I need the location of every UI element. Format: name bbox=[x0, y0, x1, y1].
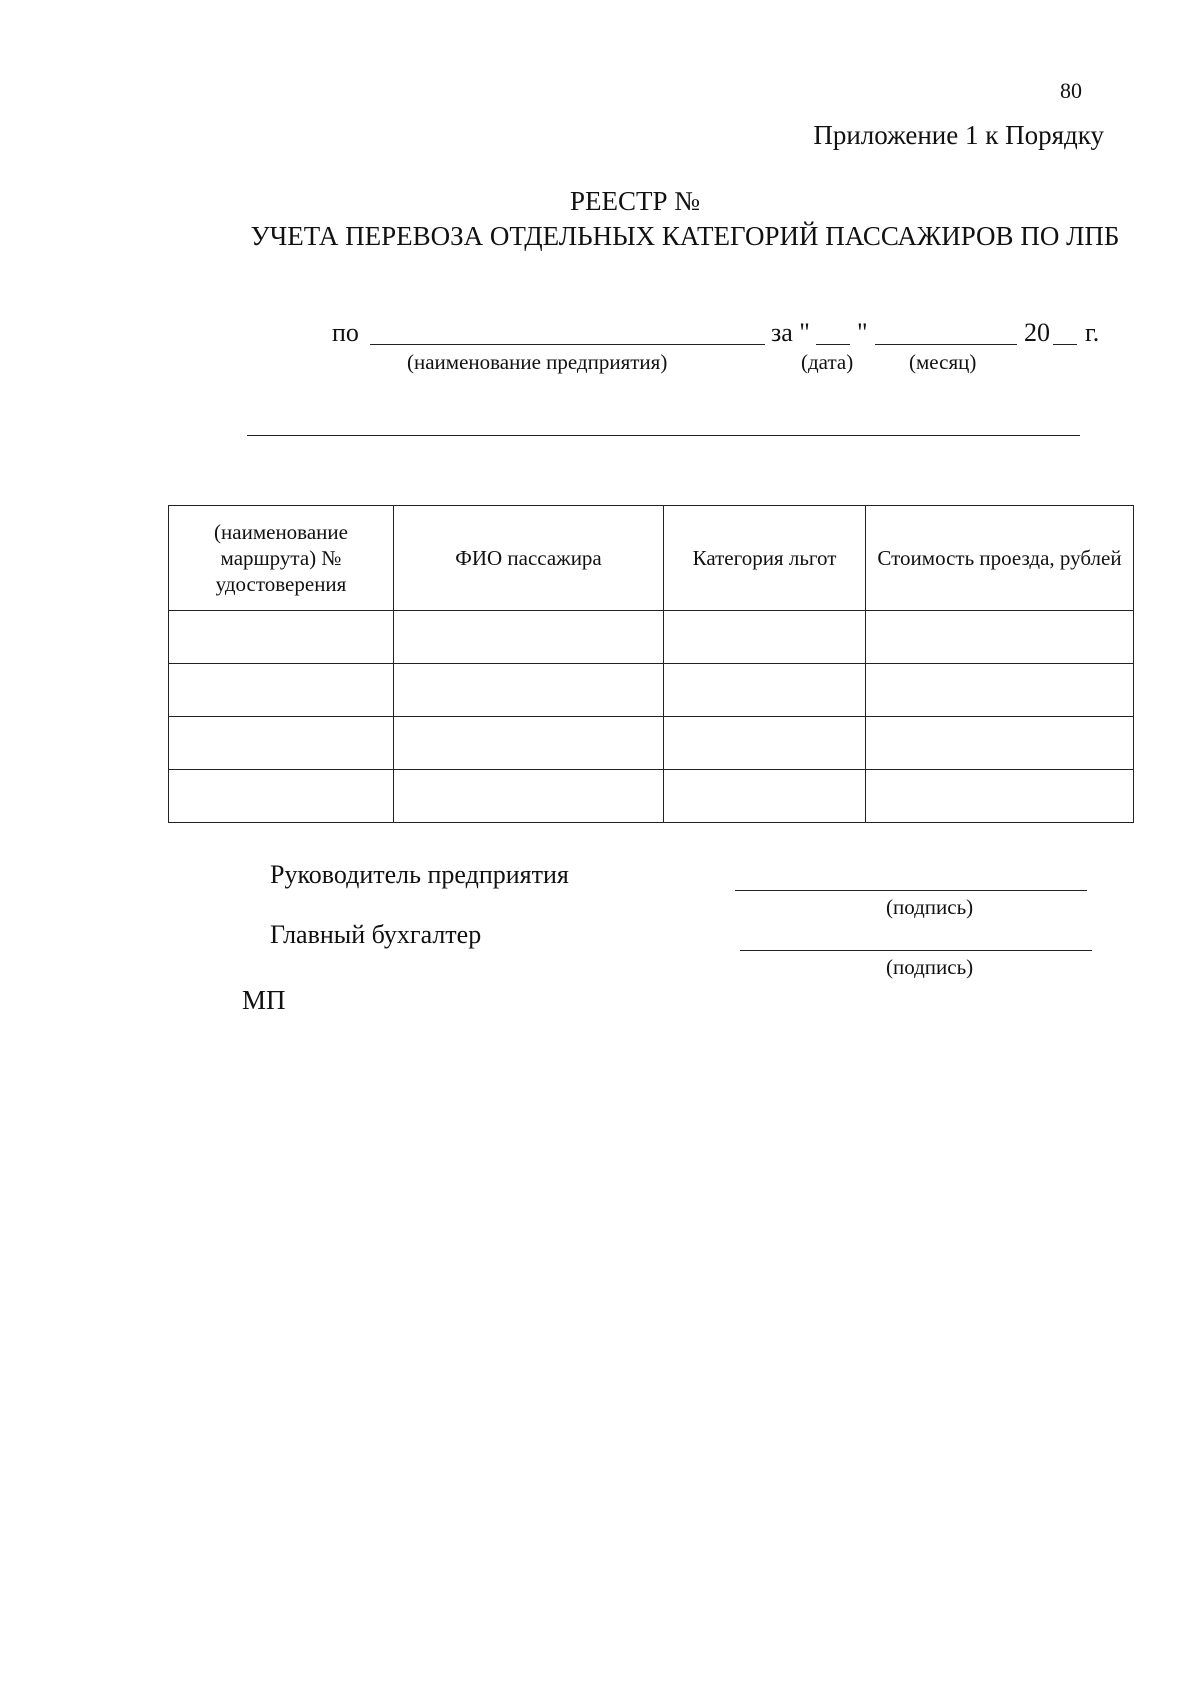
table-cell[interactable] bbox=[394, 664, 664, 717]
header-passenger-name: ФИО пассажира bbox=[394, 506, 664, 611]
enterprise-name-field[interactable] bbox=[370, 344, 765, 345]
page-number: 80 bbox=[1060, 78, 1082, 103]
year-prefix: 20 bbox=[1024, 318, 1050, 347]
table-cell[interactable] bbox=[169, 664, 394, 717]
stamp-place-label: МП bbox=[242, 985, 286, 1015]
table-header-row bbox=[169, 506, 1134, 611]
register-title: РЕЕСТР № bbox=[569, 186, 701, 216]
table-row bbox=[169, 770, 1134, 823]
table-row bbox=[169, 717, 1134, 770]
table-cell[interactable] bbox=[169, 770, 394, 823]
head-of-enterprise-label: Руководитель предприятия bbox=[270, 860, 569, 889]
chief-accountant-label: Главный бухгалтер bbox=[270, 920, 482, 949]
caption-enterprise: (наименование предприятия) bbox=[407, 350, 668, 374]
table-cell[interactable] bbox=[394, 611, 664, 664]
po-label: по bbox=[332, 318, 359, 347]
date-field[interactable] bbox=[816, 344, 850, 345]
table-cell[interactable] bbox=[664, 664, 866, 717]
blank-line[interactable] bbox=[247, 435, 1080, 436]
table-row bbox=[169, 611, 1134, 664]
register-table bbox=[168, 505, 1134, 823]
table-row bbox=[169, 664, 1134, 717]
caption-month: (месяц) bbox=[909, 350, 977, 374]
header-fare-cost: Стоимость проезда, рублей bbox=[866, 506, 1134, 611]
register-subtitle: УЧЕТА ПЕРЕВОЗА ОТДЕЛЬНЫХ КАТЕГОРИЙ ПАССАЖИРОВ ПО ЛПБ bbox=[250, 221, 1120, 251]
table-cell[interactable] bbox=[664, 770, 866, 823]
caption-date: (дата) bbox=[801, 350, 854, 374]
table-cell[interactable] bbox=[866, 717, 1134, 770]
head-signature-caption: (подпись) bbox=[886, 895, 974, 919]
appendix-note: Приложение 1 к Порядку bbox=[813, 120, 1104, 150]
table-cell[interactable] bbox=[664, 611, 866, 664]
accountant-signature-caption: (подпись) bbox=[886, 955, 974, 979]
accountant-signature-field[interactable] bbox=[740, 950, 1092, 951]
year-field[interactable] bbox=[1053, 344, 1077, 345]
table-cell[interactable] bbox=[866, 770, 1134, 823]
table-cell[interactable] bbox=[866, 611, 1134, 664]
table-cell[interactable] bbox=[169, 611, 394, 664]
za-label: за " bbox=[771, 318, 810, 347]
header-benefit-category: Категория льгот bbox=[664, 506, 866, 611]
table-cell[interactable] bbox=[866, 664, 1134, 717]
table-cell[interactable] bbox=[394, 717, 664, 770]
head-signature-field[interactable] bbox=[735, 890, 1087, 891]
header-route-certificate: (наименование маршрута) № удостоверения bbox=[169, 506, 394, 611]
year-suffix: г. bbox=[1085, 318, 1100, 347]
table-cell[interactable] bbox=[169, 717, 394, 770]
table-cell[interactable] bbox=[664, 717, 866, 770]
table-cell[interactable] bbox=[394, 770, 664, 823]
quote-close: " bbox=[857, 318, 868, 347]
month-field[interactable] bbox=[875, 344, 1017, 345]
